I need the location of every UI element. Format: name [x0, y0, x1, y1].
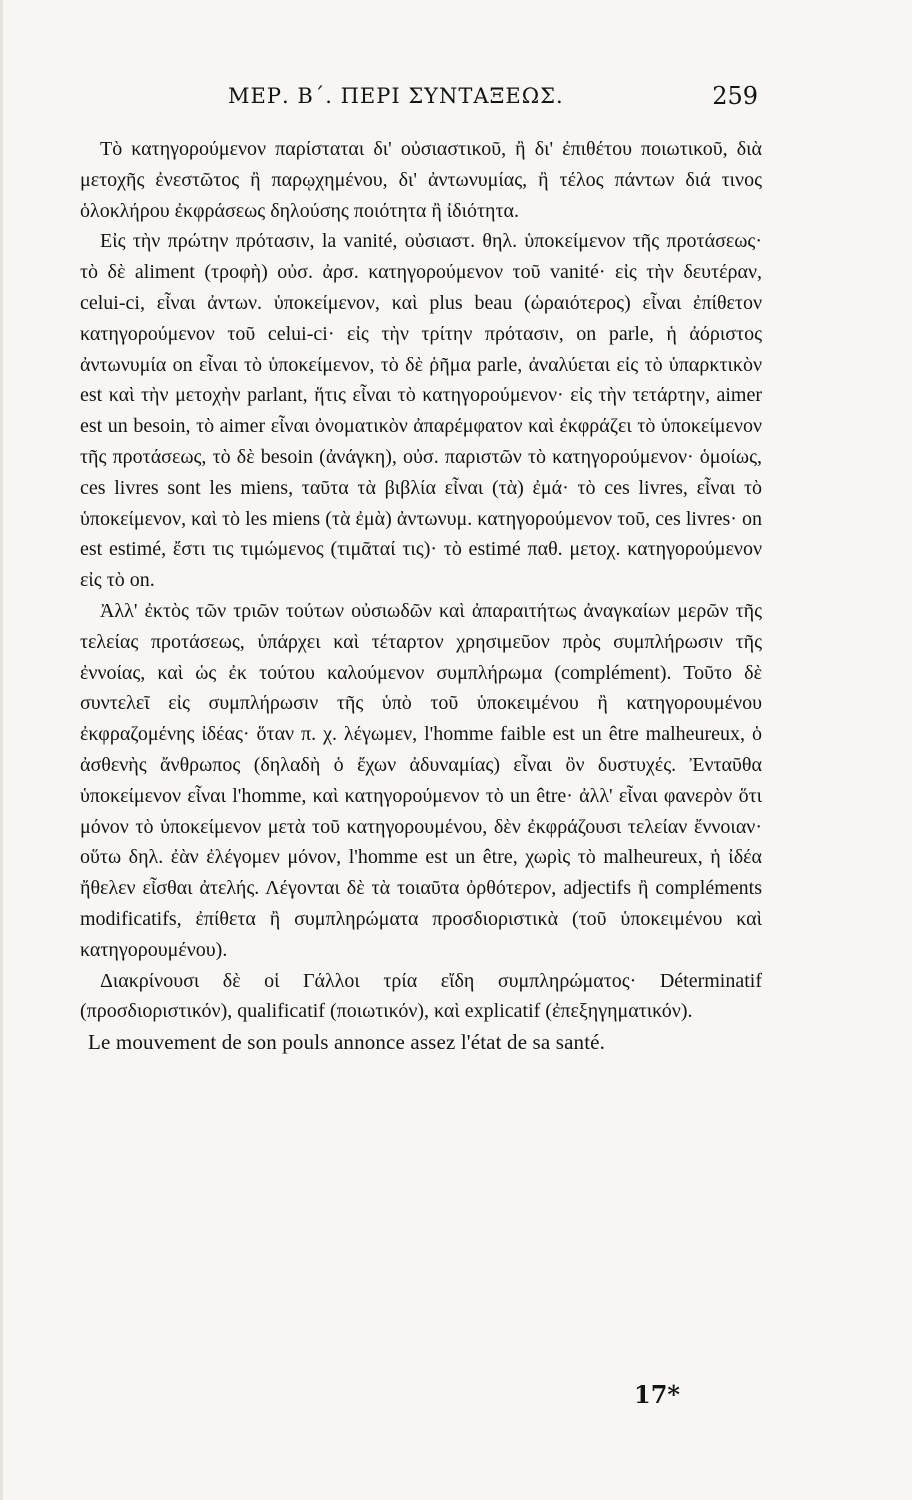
- example-sentence: Le mouvement de son pouls annonce assez l'état de sa santé.: [88, 1030, 606, 1055]
- paragraph-complement: Ἀλλ' ἐκτὸς τῶν τριῶν τούτων οὐσιωδῶν καὶ ἀπαραιτήτως ἀναγκαίων μερῶν τῆς τελείας προτάσεως, ὑπάρχει καὶ τέταρτον χρησιμεῦον πρὸς συμπλήρωσιν τῆς ἐννοίας, καὶ ὡς ἐκ τούτου καλούμενον συμπλήρωμα (complément). Τοῦτο δὲ συντελεῖ εἰς συμπλήρωσιν τῆς ὑπὸ τοῦ ὑποκειμένου ἢ κατηγορουμένου ἐκφραζομένης ἰδέας· ὅταν π. χ. λέγωμεν, l'homme faible est un être malheureux, ὁ ἀσθενὴς ἄνθρωπος (δηλαδὴ ὁ ἔχων ἀδυναμίας) εἶναι ὂν δυστυχές. Ἐνταῦθα ὑποκείμενον εἶναι l'homme, καὶ κατηγορούμενον τὸ un être· ἀλλ' εἶναι φανερὸν ὅτι μόνον τὸ ὑποκείμενον μετὰ τοῦ κατηγορουμένου, δὲν ἐκφράζουσι τελείαν ἔννοιαν· οὕτω δηλ. ἐὰν ἐλέγομεν μόνον, l'homme est un être, χωρὶς τὸ malheureux, ἡ ἰδέα ἤθελεν εἶσθαι ἀτελής. Λέγονται δὲ τὰ τοιαῦτα ὀρθότερον, adjectifs ἢ compléments modificatifs, ἐπίθετα ἢ συμπληρώματα προσδιοριστικὰ (τοῦ ὑποκειμένου καὶ κατηγορουμένου).: [80, 599, 762, 961]
- page-header: [80, 84, 760, 124]
- paragraph-first-proposition: Εἰς τὴν πρώτην πρότασιν, la vanité, οὐσιαστ. θηλ. ὑποκείμενον τῆς προτάσεως· τὸ δὲ aliment (τροφὴ) οὐσ. ἀρσ. κατηγορούμενον τοῦ vanité· εἰς τὴν δευτέραν, celui-ci, εἶναι ἀντων. ὑποκείμενον, καὶ plus beau (ὡραιότερος) εἶναι ἐπίθετον κατηγορούμενον τοῦ celui-ci· εἰς τὴν τρίτην πρότασιν, on parle, ἡ ἀόριστος ἀντωνυμία on εἶναι τὸ ὑποκείμενον, τὸ δὲ ῥῆμα parle, ἀναλύεται εἰς τὸ ὑπαρκτικὸν est καὶ τὴν μετοχὴν parlant, ἥτις εἶναι τὸ κατηγορούμενον· εἰς τὴν τετάρτην, aimer est un besoin, τὸ aimer εἶναι ὀνοματικὸν ἀπαρέμφατον καὶ ἐκφράζει τὸ ὑποκείμενον τῆς προτάσεως, τὸ δὲ besoin (ἀνάγκη), οὐσ. παριστῶν τὸ κατηγορούμενον· ὁμοίως, ces livres sont les miens, ταῦτα τὰ βιβλία εἶναι (τὰ) ἐμά· τὸ ces livres, εἶναι τὸ ὑποκείμενον, καὶ τὸ les miens (τὰ ἐμὰ) ἀντωνυμ. κατηγορούμενον τοῦ, ces livres· on est estimé, ἔστι τις τιμώμενος (τιμᾶταί τις)· τὸ estimé παθ. μετοχ. κατηγορούμενον εἰς τὸ on.: [80, 230, 762, 592]
- paragraph-predicate-forms: Τὸ κατηγορούμενον παρίσταται δι' οὐσιαστικοῦ, ἢ δι' ἐπιθέτου ποιωτικοῦ, διὰ μετοχῆς ἐνεστῶτος ἢ παρῳχημένου, δι' ἀντωνυμίας, ἢ τέλος πάντων διά τινος ὁλοκλήρου ἐκφράσεως δηλούσης ποιότητα ἢ ἰδιότητα.: [80, 138, 762, 222]
- page-number: 259: [712, 82, 758, 110]
- main-text: [80, 134, 762, 1058]
- running-title: ΜΕΡ. Β΄. ΠΕΡΙ ΣΥΝΤΑΞΕΩΣ.: [228, 84, 564, 108]
- signature-mark: 17*: [634, 1380, 680, 1409]
- paragraph-complement-kinds: Διακρίνουσι δὲ οἱ Γάλλοι τρία εἴδη συμπληρώματος· Déterminatif (προσδιοριστικόν), qualificatif (ποιωτικόν), καὶ explicatif (ἐπεξηγηματικόν).: [80, 969, 762, 1023]
- page-edge-shadow: [0, 0, 3, 1500]
